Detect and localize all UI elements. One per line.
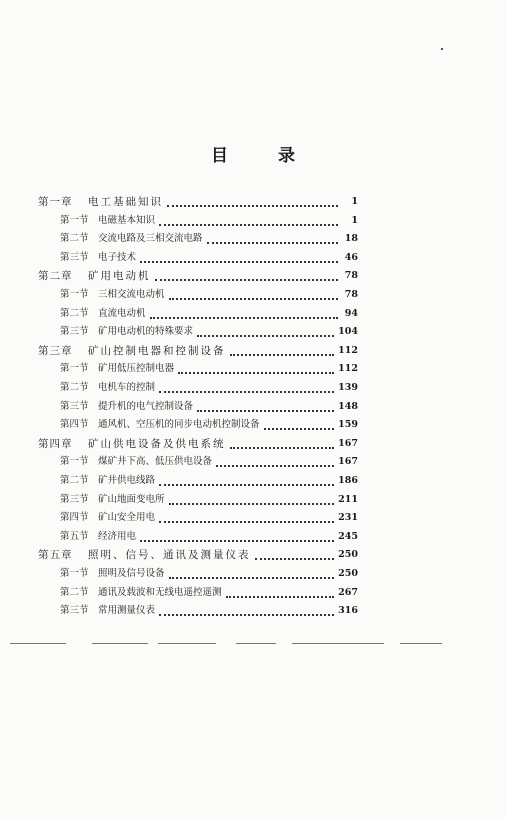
toc-page-number: 167 — [338, 456, 358, 468]
toc-entry-title: 经济用电 — [98, 530, 137, 542]
toc-entry-number: 第三节 — [60, 493, 89, 505]
toc-entry-title: 电子技术 — [98, 251, 137, 263]
toc-entry-title: 矿用电动机 — [88, 270, 151, 283]
toc-dot-leader — [264, 418, 335, 430]
toc-dot-leader — [207, 232, 338, 244]
toc-entry-number: 第四节 — [60, 419, 89, 431]
toc-page-number: 231 — [338, 512, 358, 524]
toc-entry-title: 矿山安全用电 — [98, 512, 156, 524]
toc-entry-title: 煤矿井下高、低压供电设备 — [98, 456, 213, 468]
toc-section-row[interactable] — [60, 227, 358, 245]
toc-entry-title: 照明及信号设备 — [98, 568, 165, 579]
toc-section-row[interactable] — [60, 246, 358, 264]
toc-dot-leader — [226, 586, 335, 598]
toc-chapter-row[interactable] — [38, 339, 358, 357]
toc-dot-leader — [159, 381, 334, 393]
toc-entry-number: 第三节 — [60, 605, 89, 617]
toc-chapter-row[interactable] — [38, 543, 358, 561]
toc-section-row[interactable] — [60, 599, 358, 617]
toc-dot-leader — [216, 455, 334, 467]
divider-rule — [158, 643, 216, 644]
toc-entry-title: 电磁基本知识 — [98, 214, 156, 226]
toc-dot-leader — [140, 530, 334, 542]
toc-page-number: 18 — [344, 233, 358, 245]
toc-entry-number: 第一章 — [38, 196, 73, 208]
toc-dot-leader — [169, 493, 335, 505]
toc-section-row[interactable] — [60, 376, 358, 394]
toc-dot-leader — [169, 567, 335, 579]
toc-entry-title: 交流电路及三相交流电路 — [98, 233, 203, 245]
toc-page-number: 148 — [338, 400, 358, 412]
toc-entry-number: 第一节 — [60, 363, 89, 375]
toc-entry-number: 第一节 — [60, 214, 89, 226]
toc-entry-title: 三相交流电动机 — [98, 289, 165, 300]
toc-page-number: 104 — [338, 326, 358, 338]
toc-page-number: 112 — [338, 344, 358, 356]
toc-entry-number: 第三节 — [60, 326, 89, 338]
toc-dot-leader — [230, 344, 335, 356]
toc-dot-leader — [159, 604, 334, 616]
toc-page-number: 250 — [338, 549, 358, 561]
divider-rule — [92, 643, 148, 644]
toc-entry-number: 第二章 — [38, 270, 73, 283]
toc-dot-leader — [159, 474, 334, 486]
toc-entry-number: 第一节 — [60, 289, 89, 300]
toc-page-number: 78 — [344, 270, 358, 282]
toc-dot-leader — [167, 195, 338, 207]
toc-entry-title: 矿山控制电器和控制设备 — [88, 344, 226, 357]
toc-entry-title: 矿用低压控制电器 — [98, 363, 175, 375]
toc-page-number: 78 — [344, 289, 358, 300]
toc-page-number: 250 — [338, 568, 358, 579]
toc-entry-number: 第三章 — [38, 344, 73, 357]
toc-page-number: 316 — [338, 605, 358, 617]
toc-section-row[interactable] — [60, 395, 358, 413]
divider-rule — [400, 643, 442, 644]
toc-dot-leader — [255, 548, 335, 560]
toc-page-number: 159 — [338, 419, 358, 431]
toc-section-row[interactable] — [60, 209, 358, 227]
toc-section-row[interactable] — [60, 525, 358, 543]
toc-page-number: 186 — [338, 475, 358, 486]
toc-entry-number: 第四节 — [60, 512, 89, 524]
scan-speck — [441, 48, 443, 50]
toc-entry-title: 电工基础知识 — [88, 196, 163, 208]
toc-page-number: 139 — [338, 382, 358, 393]
toc-section-row[interactable] — [60, 320, 358, 338]
toc-entry-title: 电机车的控制 — [98, 382, 156, 393]
toc-section-row[interactable] — [60, 488, 358, 506]
toc-entry-number: 第三节 — [60, 251, 89, 263]
toc-entry-title: 照明、信号、通讯及测量仪表 — [88, 549, 251, 562]
toc-page-number: 211 — [338, 493, 358, 505]
toc-chapter-row[interactable] — [38, 190, 358, 208]
toc-dot-leader — [169, 288, 338, 300]
toc-section-row[interactable] — [60, 469, 358, 487]
toc-entry-number: 第二节 — [60, 586, 89, 598]
toc-section-row[interactable] — [60, 302, 358, 320]
toc-section-row[interactable] — [60, 283, 358, 301]
toc-entry-title: 提升机的电气控制设备 — [98, 400, 194, 412]
toc-dot-leader — [155, 269, 339, 281]
toc-page-number: 167 — [338, 437, 358, 449]
toc-entry-title: 直流电动机 — [98, 307, 146, 319]
toc-section-row[interactable] — [60, 581, 358, 599]
toc-entry-title: 矿用电动机的特殊要求 — [98, 326, 194, 338]
toc-dot-leader — [159, 511, 334, 523]
toc-entry-number: 第一节 — [60, 456, 89, 468]
toc-section-row[interactable] — [60, 562, 358, 580]
toc-entry-title: 矿井供电线路 — [98, 475, 156, 486]
toc-dot-leader — [230, 437, 335, 449]
toc-entry-title: 矿山地面变电所 — [98, 493, 165, 505]
toc-entry-number: 第二节 — [60, 233, 89, 245]
toc-page-number: 112 — [338, 363, 358, 375]
toc-section-row[interactable] — [60, 357, 358, 375]
toc-section-row[interactable] — [60, 413, 358, 431]
toc-dot-leader — [197, 325, 334, 337]
toc-page-number: 94 — [344, 307, 358, 319]
divider-rule — [10, 643, 66, 644]
toc-chapter-row[interactable] — [38, 432, 358, 450]
toc-section-row[interactable] — [60, 450, 358, 468]
toc-entry-number: 第二节 — [60, 382, 89, 393]
toc-entry-number: 第三节 — [60, 400, 89, 412]
toc-dot-leader — [150, 307, 338, 319]
toc-entry-title: 通讯及载波和无线电遥控遥测 — [98, 586, 222, 598]
page-title: 目 录 — [211, 146, 317, 166]
divider-rule — [236, 643, 276, 644]
toc-page-number: 245 — [338, 530, 358, 542]
divider-rule — [292, 643, 384, 644]
toc-dot-leader — [197, 400, 334, 412]
toc-section-row[interactable] — [60, 506, 358, 524]
toc-entry-number: 第四章 — [38, 437, 73, 450]
toc-dot-leader — [159, 214, 338, 226]
toc-entry-number: 第二节 — [60, 307, 89, 319]
toc-page-number: 1 — [351, 196, 358, 207]
toc-dot-leader — [178, 362, 334, 374]
toc-page-number: 46 — [344, 251, 358, 263]
toc-entry-number: 第二节 — [60, 475, 89, 486]
toc-entry-title: 常用测量仪表 — [98, 605, 156, 617]
toc-page-number: 267 — [338, 586, 358, 598]
toc-entry-title: 矿山供电设备及供电系统 — [88, 437, 226, 450]
toc-dot-leader — [140, 251, 338, 263]
toc-chapter-row[interactable] — [38, 264, 358, 282]
toc-entry-number: 第五章 — [38, 549, 73, 562]
toc-entry-title: 通风机、空压机的同步电动机控制设备 — [98, 419, 260, 431]
toc-entry-number: 第一节 — [60, 568, 89, 579]
toc-entry-number: 第五节 — [60, 530, 89, 542]
toc-page-number: 1 — [351, 214, 358, 226]
